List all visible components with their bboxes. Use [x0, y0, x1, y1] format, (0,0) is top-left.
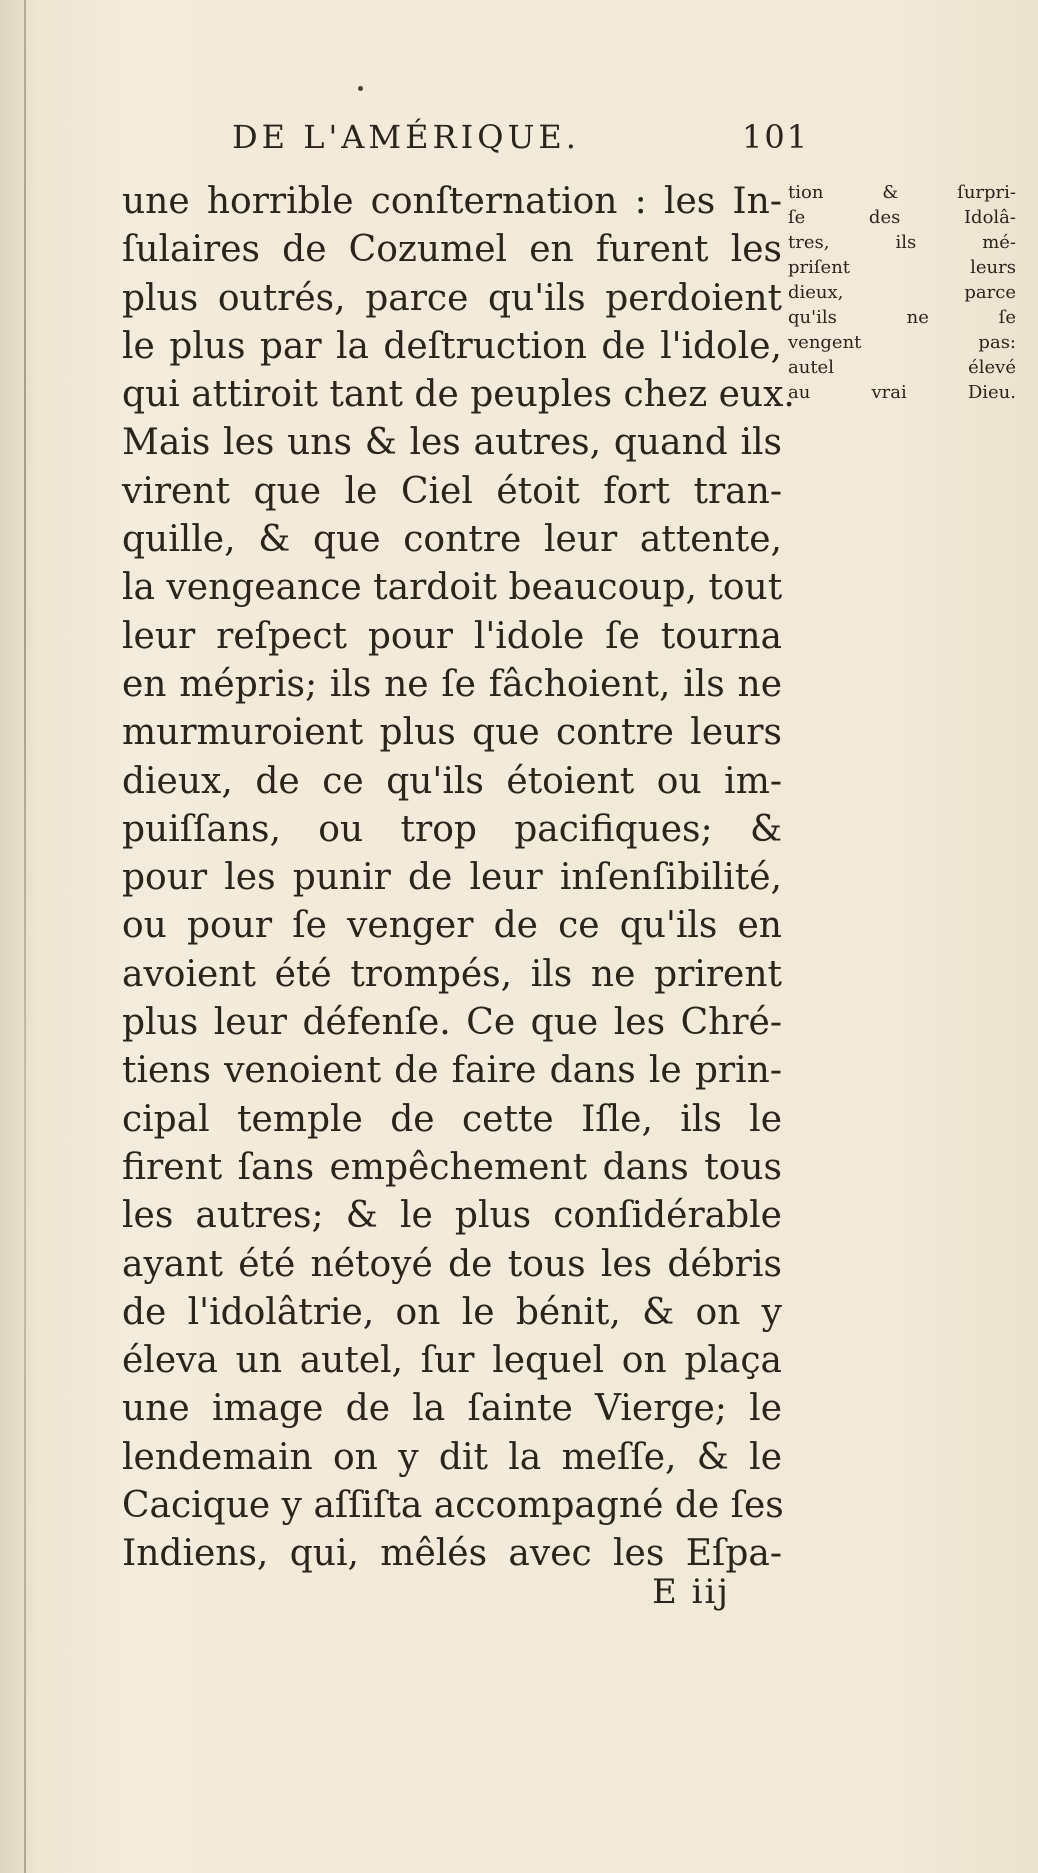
- body-line: Indiens, qui, mêlés avec les Eſpa-: [122, 1533, 782, 1575]
- margin-note-line: qu'ils ne ſe: [788, 307, 1016, 328]
- margin-note-line: au vrai Dieu.: [788, 382, 1016, 403]
- body-line: quille, & que contre leur attente,: [122, 519, 782, 561]
- body-line: la vengeance tardoit beaucoup, tout: [122, 567, 783, 609]
- running-title: DE L'AMÉRIQUE.: [232, 118, 580, 156]
- margin-note-line: priſent leurs: [788, 257, 1016, 278]
- margin-note-line: ſe des Idolâ-: [788, 207, 1016, 228]
- signature-mark: E iij: [652, 1572, 730, 1612]
- page-number: 101: [742, 118, 810, 156]
- body-line: puiſſans, ou trop pacifiques; &: [122, 808, 782, 850]
- body-line: avoient été trompés, ils ne prirent: [122, 953, 782, 995]
- body-line: éleva un autel, ſur lequel on plaça: [122, 1340, 782, 1382]
- page-gutter-edge: [24, 0, 26, 1873]
- ink-speck: [358, 86, 363, 91]
- body-line: leur reſpect pour l'idole ſe tourna: [122, 615, 782, 657]
- margin-note-line: tion & ſurpri-: [788, 182, 1016, 203]
- body-line: le plus par la deſtruction de l'idole,: [122, 325, 782, 367]
- body-line: de l'idolâtrie, on le bénit, & on y: [122, 1291, 782, 1333]
- margin-note-line: vengent pas:: [788, 332, 1016, 353]
- body-line: une horrible conſternation : les In-: [122, 181, 782, 222]
- body-line: ayant été nétoyé de tous les débris: [122, 1243, 782, 1285]
- body-line: Cacique y aſſiſta accompagné de ſes: [122, 1485, 784, 1527]
- body-line: pour les punir de leur inſenſibilité,: [122, 857, 782, 899]
- body-line: une image de la ſainte Vierge; le: [122, 1388, 782, 1430]
- body-line: plus leur défenſe. Ce que les Chré-: [122, 1002, 782, 1044]
- margin-note: [788, 180, 1016, 405]
- body-line: ſulaires de Cozumel en furent les: [122, 229, 782, 271]
- body-line: tiens venoient de faire dans le prin-: [122, 1050, 782, 1092]
- body-line: lendemain on y dit la meſſe, & le: [122, 1436, 782, 1478]
- body-line: en mépris; ils ne ſe fâchoient, ils ne: [122, 663, 782, 705]
- body-line: firent ſans empêchement dans tous: [122, 1146, 782, 1188]
- body-line: ou pour ſe venger de ce qu'ils en: [122, 905, 782, 947]
- body-line: qui attiroit tant de peuples chez eux.: [122, 374, 795, 416]
- body-line: dieux, de ce qu'ils étoient ou im-: [122, 760, 782, 802]
- body-line: virent que le Ciel étoit fort tran-: [122, 470, 782, 512]
- body-line: plus outrés, parce qu'ils perdoient: [122, 277, 782, 319]
- body-line: Mais les uns & les autres, quand ils: [122, 422, 782, 464]
- body-line: cipal temple de cette Iſle, ils le: [122, 1098, 782, 1140]
- body-text: [122, 178, 795, 1579]
- margin-note-line: autel élevé: [788, 357, 1016, 378]
- body-line: murmuroient plus que contre leurs: [122, 712, 782, 754]
- body-line: les autres; & le plus conſidérable: [122, 1195, 782, 1237]
- margin-note-line: dieux, parce: [788, 282, 1016, 303]
- margin-note-line: tres, ils mé-: [788, 232, 1016, 253]
